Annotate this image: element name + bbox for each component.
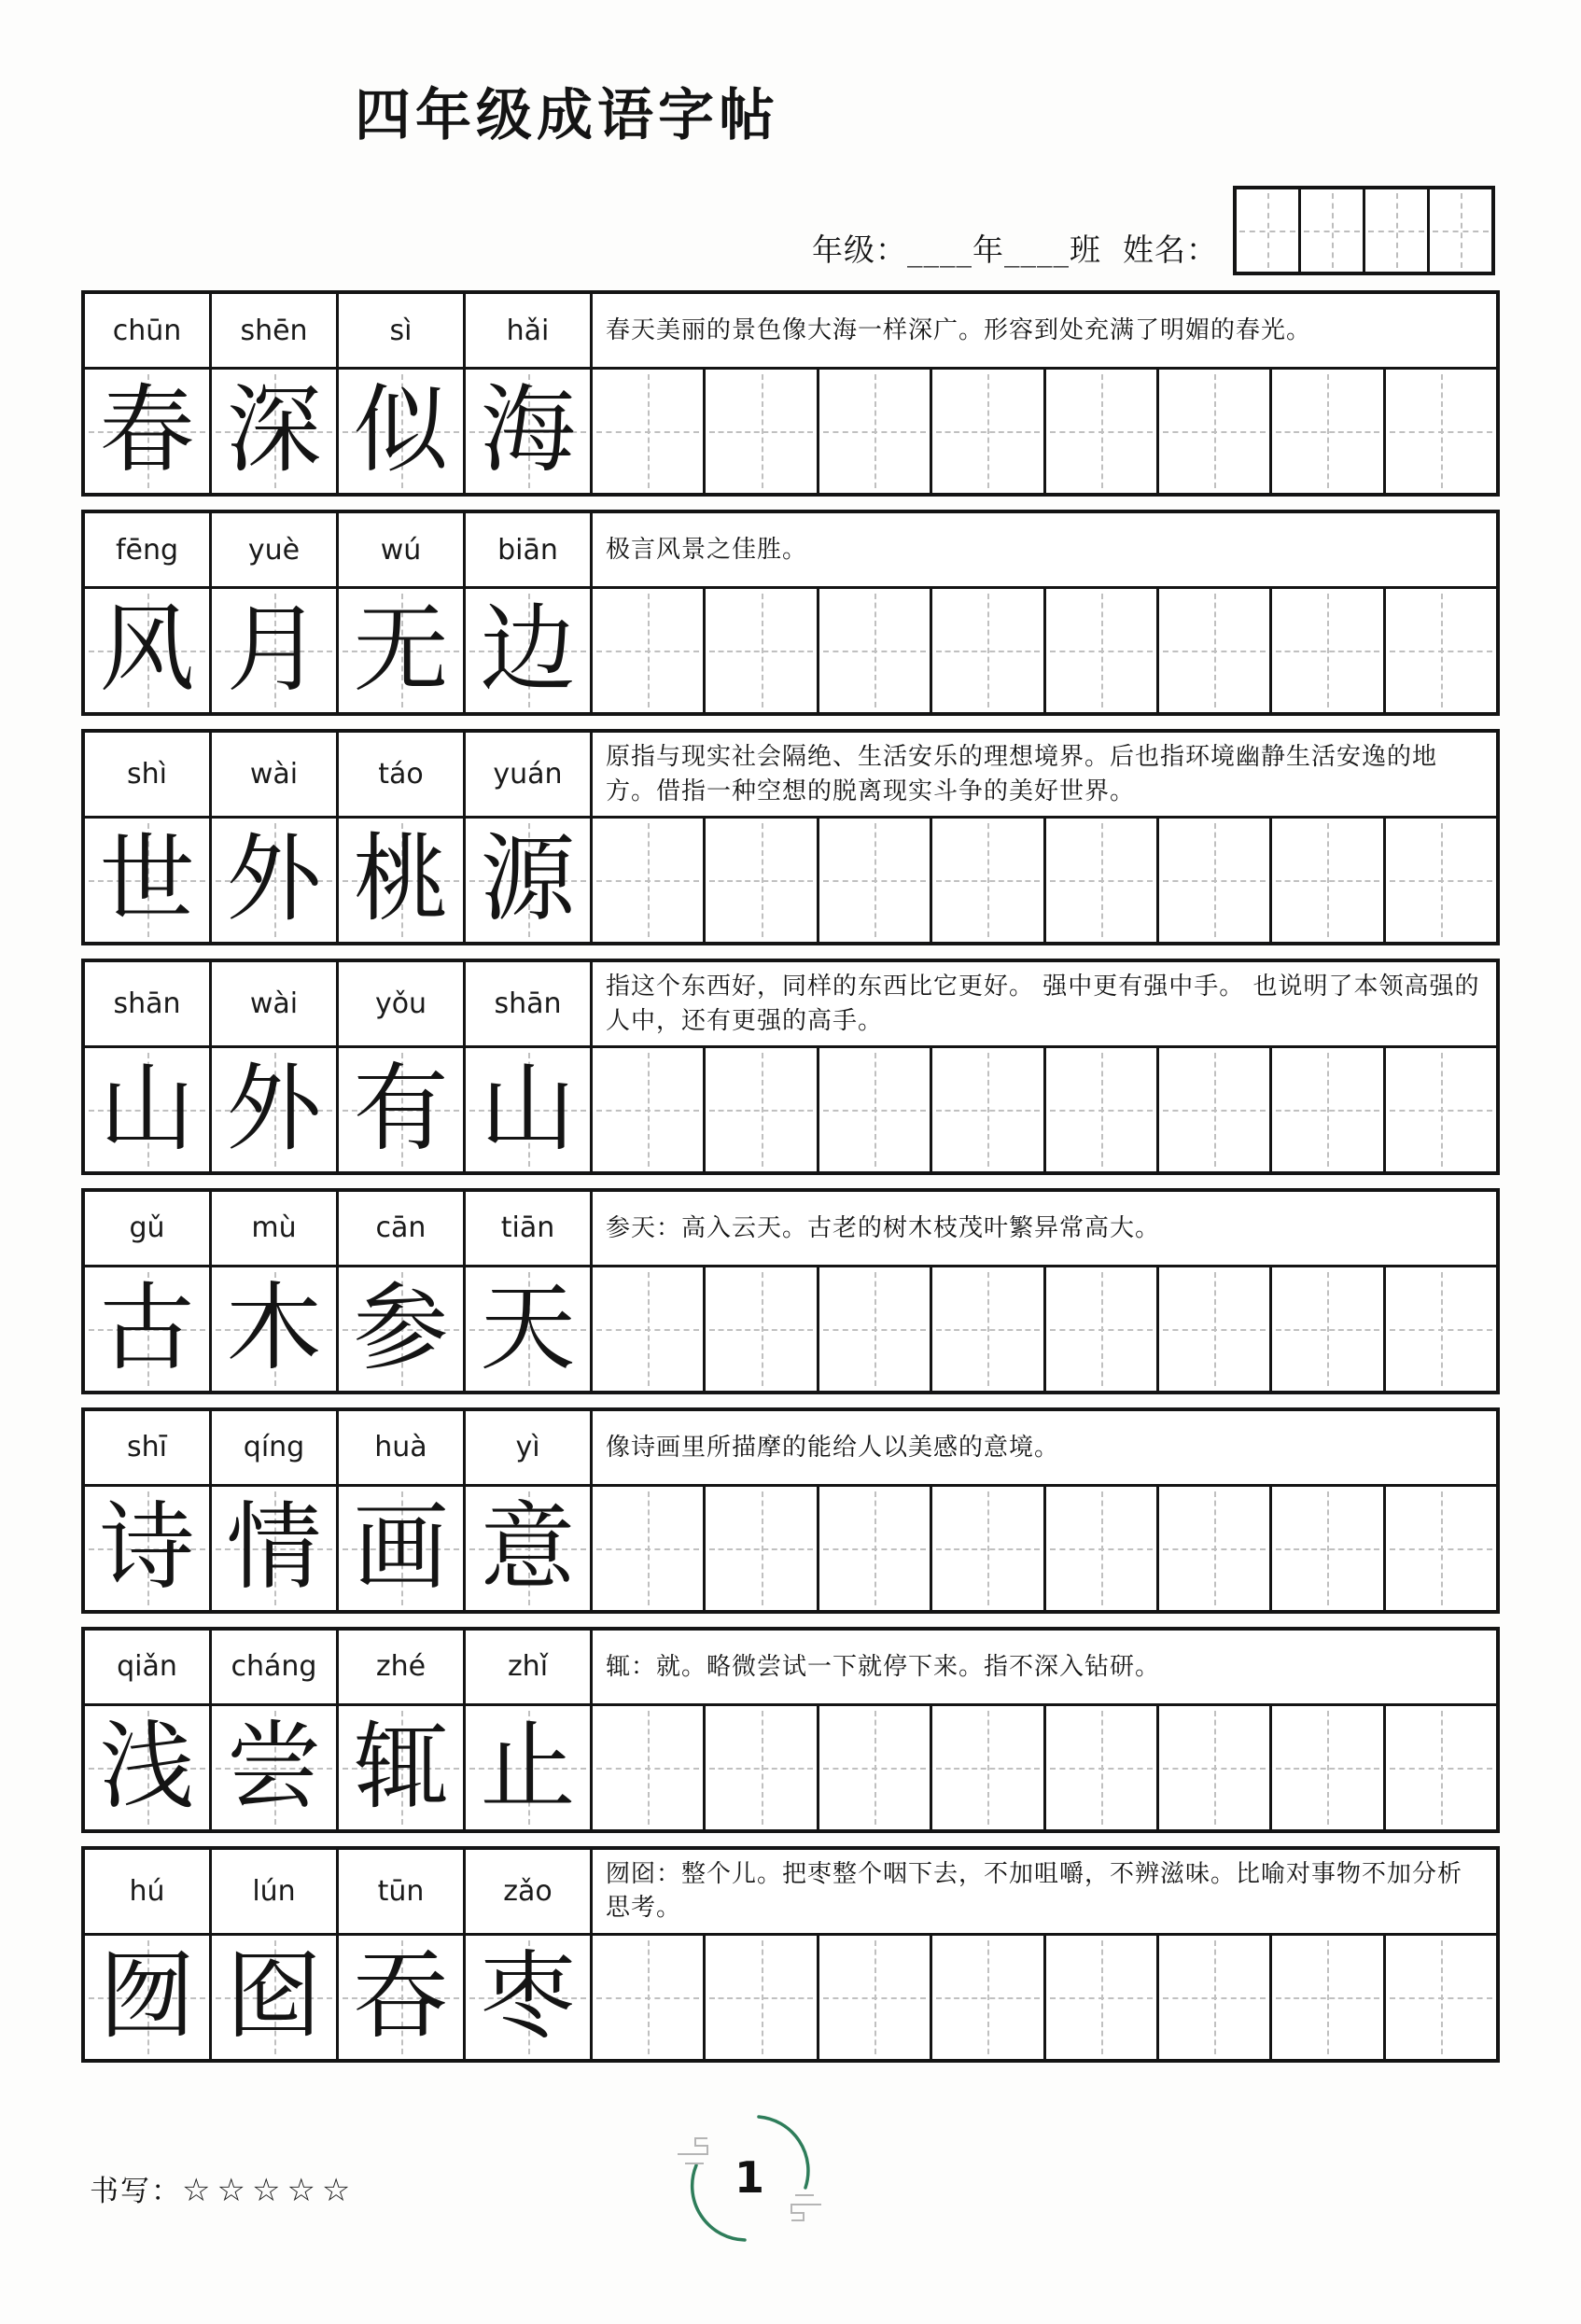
practice-cell[interactable] [1386, 1936, 1496, 2059]
page-number-badge [670, 2104, 829, 2262]
hanzi-text: 外 [226, 824, 322, 936]
pinyin-text: shēn [240, 314, 308, 347]
explanation-cell [593, 294, 1496, 367]
idiom-block-4 [81, 959, 1500, 1175]
hanzi-text: 古 [99, 1272, 195, 1384]
explanation-text: 指这个东西好，同样的东西比它更好。 强中更有强中手。 也说明了本领高强的人中，还有更强的高手。 [606, 973, 1480, 1035]
practice-cell[interactable] [1159, 1487, 1272, 1610]
writing-label: 书写： [90, 2174, 182, 2208]
pinyin-cell [339, 1631, 466, 1703]
practice-cell[interactable] [1159, 370, 1272, 493]
practice-cell[interactable] [1272, 589, 1385, 712]
pinyin-cell [212, 1411, 339, 1484]
explanation-cell [593, 1850, 1496, 1933]
practice-cell[interactable] [819, 589, 932, 712]
pinyin-cell [466, 1850, 593, 1933]
explanation-text: 原指与现实社会隔绝、生活安乐的理想境界。后也指环境幽静生活安逸的地方。借指一种空想的脱离现实斗争的美好世界。 [606, 743, 1438, 805]
hanzi-text: 源 [480, 824, 576, 936]
hanzi-text: 有 [353, 1053, 449, 1165]
character-cell [85, 589, 212, 712]
character-cell [466, 819, 593, 942]
pinyin-cell [212, 1850, 339, 1933]
practice-cell[interactable] [1159, 1048, 1272, 1171]
practice-cell[interactable] [706, 1487, 818, 1610]
hanzi-text: 木 [226, 1272, 322, 1384]
hanzi-text: 山 [99, 1053, 195, 1165]
explanation-cell [593, 733, 1496, 816]
practice-cell[interactable] [932, 1487, 1045, 1610]
practice-cell[interactable] [1159, 1267, 1272, 1391]
character-row [85, 1936, 1496, 2059]
hanzi-text: 诗 [99, 1491, 195, 1603]
hanzi-text: 吞 [353, 1940, 449, 2052]
pinyin-text: wú [380, 533, 422, 567]
practice-cell[interactable] [1046, 1487, 1159, 1610]
pinyin-row [85, 1192, 1496, 1267]
practice-cell[interactable] [1046, 1936, 1159, 2059]
pinyin-cell [212, 294, 339, 367]
page-title: 四年级成语字帖 [355, 83, 779, 149]
idiom-block-6 [81, 1407, 1500, 1614]
explanation-cell [593, 962, 1496, 1045]
practice-cell[interactable] [1386, 1706, 1496, 1829]
character-cell [85, 370, 212, 493]
practice-cell[interactable] [932, 1936, 1045, 2059]
pinyin-row [85, 962, 1496, 1048]
pinyin-text: hǎi [506, 314, 550, 347]
pinyin-text: zǎo [503, 1874, 553, 1908]
pinyin-text: cháng [231, 1650, 317, 1684]
pinyin-cell [212, 733, 339, 816]
name-cell[interactable] [1298, 189, 1363, 272]
pinyin-cell [212, 513, 339, 586]
hanzi-text: 囵 [226, 1940, 322, 2052]
character-cell [466, 370, 593, 493]
pinyin-text: mù [251, 1211, 297, 1245]
pinyin-cell [85, 294, 212, 367]
idiom-block-8 [81, 1846, 1500, 2063]
pinyin-cell [339, 294, 466, 367]
character-cell [212, 1487, 339, 1610]
hanzi-text: 桃 [353, 824, 449, 936]
pinyin-text: shì [127, 758, 167, 791]
explanation-cell [593, 1192, 1496, 1265]
pinyin-row [85, 513, 1496, 589]
pinyin-cell [466, 1411, 593, 1484]
practice-cell[interactable] [819, 1487, 932, 1610]
practice-cell[interactable] [593, 1267, 706, 1391]
practice-cell[interactable] [706, 819, 818, 942]
pinyin-cell [466, 1192, 593, 1265]
pinyin-row [85, 294, 1496, 370]
hanzi-text: 枣 [480, 1940, 576, 2052]
hanzi-text: 意 [480, 1491, 576, 1603]
pinyin-text: qíng [243, 1431, 305, 1464]
practice-cell[interactable] [1272, 1267, 1385, 1391]
character-row [85, 589, 1496, 712]
practice-cell[interactable] [593, 1048, 706, 1171]
character-cell [212, 1267, 339, 1391]
hanzi-text: 世 [99, 824, 195, 936]
practice-cell[interactable] [932, 1706, 1045, 1829]
character-cell [339, 1487, 466, 1610]
practice-cell[interactable] [1046, 819, 1159, 942]
practice-cell[interactable] [932, 1048, 1045, 1171]
hanzi-text: 山 [480, 1053, 576, 1165]
character-cell [466, 1267, 593, 1391]
pinyin-cell [212, 962, 339, 1045]
hanzi-text: 无 [353, 595, 449, 707]
practice-cell[interactable] [1272, 370, 1385, 493]
hanzi-text: 月 [226, 595, 322, 707]
character-cell [466, 1487, 593, 1610]
character-cell [466, 1048, 593, 1171]
practice-cell[interactable] [1046, 1267, 1159, 1391]
pinyin-text: yǒu [374, 987, 427, 1021]
idiom-block-5 [81, 1188, 1500, 1394]
hanzi-text: 深 [226, 375, 322, 487]
pinyin-text: yì [515, 1431, 540, 1464]
pinyin-cell [466, 294, 593, 367]
explanation-cell [593, 1411, 1496, 1484]
pinyin-text: yuè [247, 533, 301, 567]
practice-cell[interactable] [1272, 819, 1385, 942]
pinyin-text: fēng [115, 533, 179, 567]
practice-cell[interactable] [1046, 1706, 1159, 1829]
pinyin-row [85, 1850, 1496, 1936]
hanzi-text: 风 [99, 595, 195, 707]
hanzi-text: 情 [226, 1491, 322, 1603]
character-row [85, 1048, 1496, 1171]
page-footer [0, 2119, 1581, 2324]
practice-cell[interactable] [593, 1936, 706, 2059]
rating-stars: ☆☆☆☆☆ [182, 2171, 357, 2209]
name-cell[interactable] [1363, 189, 1427, 272]
character-cell [466, 1706, 593, 1829]
explanation-text: 参天：高入云天。古老的树木枝茂叶繁异常高大。 [606, 1213, 1161, 1242]
practice-cell[interactable] [593, 589, 706, 712]
character-row [85, 370, 1496, 493]
practice-cell[interactable] [932, 819, 1045, 942]
practice-cell[interactable] [706, 1936, 818, 2059]
pinyin-row [85, 733, 1496, 819]
hanzi-text: 画 [353, 1491, 449, 1603]
hanzi-text: 天 [480, 1272, 576, 1384]
name-writing-grid [1233, 186, 1495, 275]
pinyin-text: tūn [377, 1874, 425, 1908]
practice-cell[interactable] [1386, 589, 1496, 712]
pinyin-text: wài [249, 987, 299, 1021]
practice-cell[interactable] [932, 370, 1045, 493]
idiom-block-2 [81, 510, 1500, 716]
pinyin-cell [339, 513, 466, 586]
pinyin-cell [85, 1192, 212, 1265]
practice-cell[interactable] [593, 1706, 706, 1829]
hanzi-text: 似 [353, 375, 449, 487]
character-row [85, 1706, 1496, 1829]
pinyin-row [85, 1411, 1496, 1487]
practice-cell[interactable] [706, 370, 818, 493]
practice-cell[interactable] [706, 1048, 818, 1171]
practice-cell[interactable] [1272, 1706, 1385, 1829]
character-row [85, 1487, 1496, 1610]
practice-cell[interactable] [1159, 1936, 1272, 2059]
pinyin-text: zhé [375, 1650, 427, 1684]
practice-cell[interactable] [1386, 1487, 1496, 1610]
practice-cell[interactable] [1272, 1936, 1385, 2059]
character-cell [212, 1936, 339, 2059]
pinyin-cell [466, 962, 593, 1045]
character-cell [339, 819, 466, 942]
explanation-cell [593, 513, 1496, 586]
pinyin-text: lún [252, 1874, 296, 1908]
hanzi-text: 外 [226, 1053, 322, 1165]
character-cell [339, 370, 466, 493]
practice-cell[interactable] [1386, 819, 1496, 942]
pinyin-cell [212, 1192, 339, 1265]
pinyin-cell [212, 1631, 339, 1703]
pinyin-text: biān [497, 533, 558, 567]
practice-cell[interactable] [932, 1267, 1045, 1391]
idiom-block-1 [81, 290, 1500, 497]
pinyin-text: shān [113, 987, 181, 1021]
name-cell[interactable] [1427, 189, 1491, 272]
character-cell [466, 1936, 593, 2059]
pinyin-text: shī [127, 1431, 167, 1464]
grade-name-row [0, 186, 1495, 275]
pinyin-text: huà [374, 1431, 427, 1464]
pinyin-cell [466, 513, 593, 586]
pinyin-text: shān [494, 987, 562, 1021]
practice-cell[interactable] [1272, 1487, 1385, 1610]
pinyin-cell [339, 733, 466, 816]
page-number: 1 [734, 2151, 764, 2203]
character-cell [339, 1936, 466, 2059]
hanzi-text: 尝 [226, 1711, 322, 1823]
pinyin-text: chūn [112, 314, 182, 347]
explanation-text: 囫囵：整个儿。把枣整个咽下去，不加咀嚼，不辨滋味。比喻对事物不加分析思考。 [606, 1859, 1463, 1923]
character-cell [212, 589, 339, 712]
pinyin-cell [339, 962, 466, 1045]
pinyin-text: yuán [493, 758, 563, 791]
character-cell [85, 1487, 212, 1610]
character-cell [339, 1048, 466, 1171]
character-cell [85, 1936, 212, 2059]
idiom-block-3 [81, 729, 1500, 945]
pinyin-cell [339, 1192, 466, 1265]
practice-cell[interactable] [706, 1706, 818, 1829]
pinyin-text: táo [378, 758, 424, 791]
pinyin-text: gǔ [129, 1211, 165, 1245]
explanation-text: 春天美丽的景色像大海一样深广。形容到处充满了明媚的春光。 [606, 316, 1312, 345]
practice-cell[interactable] [819, 1048, 932, 1171]
practice-cell[interactable] [819, 1706, 932, 1829]
character-cell [466, 589, 593, 712]
practice-cell[interactable] [819, 370, 932, 493]
practice-cell[interactable] [1272, 1048, 1385, 1171]
character-cell [212, 1706, 339, 1829]
practice-cell[interactable] [1159, 1706, 1272, 1829]
pinyin-cell [85, 513, 212, 586]
hanzi-text: 参 [353, 1272, 449, 1384]
character-cell [212, 1048, 339, 1171]
practice-cell[interactable] [1159, 589, 1272, 712]
pinyin-cell [85, 733, 212, 816]
pinyin-text: cān [375, 1211, 427, 1245]
name-cell[interactable] [1237, 189, 1298, 272]
writing-rating [90, 2167, 357, 2209]
practice-cell[interactable] [932, 589, 1045, 712]
practice-cell[interactable] [706, 589, 818, 712]
practice-cell[interactable] [819, 1936, 932, 2059]
hanzi-text: 浅 [99, 1711, 195, 1823]
pinyin-text: wài [249, 758, 299, 791]
hanzi-text: 春 [99, 375, 195, 487]
explanation-cell [593, 1631, 1496, 1703]
pinyin-cell [85, 1631, 212, 1703]
hanzi-text: 海 [480, 375, 576, 487]
character-cell [212, 819, 339, 942]
practice-cell[interactable] [593, 819, 706, 942]
practice-cell[interactable] [1046, 370, 1159, 493]
character-cell [85, 1267, 212, 1391]
character-cell [339, 1267, 466, 1391]
pinyin-text: zhǐ [507, 1650, 549, 1684]
practice-cell[interactable] [1159, 819, 1272, 942]
practice-cell[interactable] [1386, 1048, 1496, 1171]
pinyin-text: tiān [500, 1211, 555, 1245]
hanzi-text: 囫 [99, 1940, 195, 2052]
explanation-text: 极言风景之佳胜。 [606, 536, 808, 565]
practice-cell[interactable] [1386, 1267, 1496, 1391]
practice-cell[interactable] [593, 370, 706, 493]
character-cell [85, 1048, 212, 1171]
pinyin-cell [339, 1850, 466, 1933]
character-cell [212, 370, 339, 493]
character-cell [339, 589, 466, 712]
pinyin-cell [85, 1850, 212, 1933]
idiom-blocks [81, 290, 1500, 2062]
practice-cell[interactable] [1046, 1048, 1159, 1171]
practice-cell[interactable] [819, 819, 932, 942]
pinyin-text: sì [389, 314, 413, 347]
practice-cell[interactable] [1386, 370, 1496, 493]
idiom-block-7 [81, 1627, 1500, 1833]
pinyin-row [85, 1631, 1496, 1706]
explanation-text: 像诗画里所描摩的能给人以美感的意境。 [606, 1433, 1060, 1462]
practice-cell[interactable] [1046, 589, 1159, 712]
explanation-text: 辄：就。略微尝试一下就停下来。指不深入钻研。 [606, 1652, 1161, 1681]
pinyin-cell [339, 1411, 466, 1484]
hanzi-text: 辄 [353, 1711, 449, 1823]
practice-cell[interactable] [593, 1487, 706, 1610]
pinyin-text: qiǎn [117, 1650, 177, 1684]
grade-class-name-label: 年级：____年____班 姓名： [812, 231, 1218, 269]
character-cell [85, 1706, 212, 1829]
character-row [85, 1267, 1496, 1391]
pinyin-cell [85, 1411, 212, 1484]
character-cell [339, 1706, 466, 1829]
pinyin-text: hú [129, 1874, 165, 1908]
practice-cell[interactable] [819, 1267, 932, 1391]
hanzi-text: 止 [480, 1711, 576, 1823]
hanzi-text: 边 [480, 595, 576, 707]
pinyin-cell [466, 1631, 593, 1703]
practice-cell[interactable] [706, 1267, 818, 1391]
pinyin-cell [466, 733, 593, 816]
character-cell [85, 819, 212, 942]
pinyin-cell [85, 962, 212, 1045]
character-row [85, 819, 1496, 942]
